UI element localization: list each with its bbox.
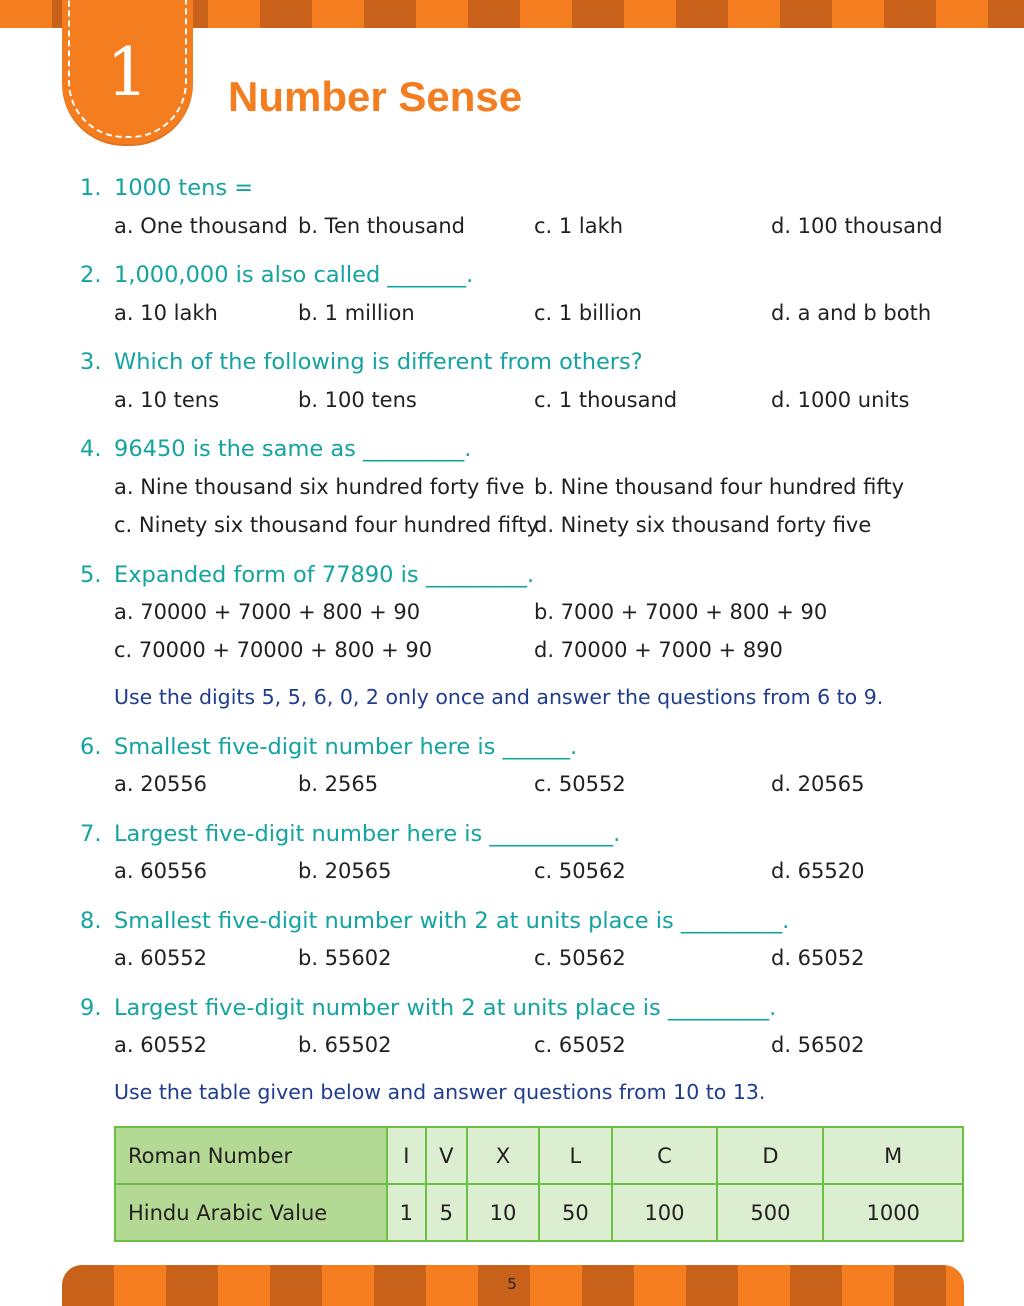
question-text: Largest five-digit number with 2 at units place is _________. bbox=[114, 995, 777, 1021]
question-6 bbox=[80, 736, 577, 759]
table-cell: 1000 bbox=[823, 1184, 963, 1241]
option-b: b. Nine thousand four hundred fifty bbox=[534, 475, 905, 499]
option-b: b. 100 tens bbox=[298, 388, 417, 412]
question-text: Which of the following is different from others? bbox=[114, 349, 643, 375]
option-c: c. Ninety six thousand four hundred fifty bbox=[114, 513, 539, 537]
option-a: a. One thousand bbox=[114, 214, 288, 238]
option-d: d. 70000 + 7000 + 890 bbox=[534, 638, 783, 662]
row-header: Roman Number bbox=[115, 1127, 387, 1184]
question-1 bbox=[80, 177, 253, 200]
question-number: 6. bbox=[80, 734, 102, 760]
option-c: c. 50562 bbox=[534, 859, 626, 883]
table-cell: M bbox=[823, 1127, 963, 1184]
table-row-arabic bbox=[115, 1184, 963, 1241]
question-text: Smallest five-digit number with 2 at units place is _________. bbox=[114, 908, 790, 934]
option-b: b. 1 million bbox=[298, 301, 415, 325]
option-c: c. 1 thousand bbox=[534, 388, 678, 412]
question-text: 96450 is the same as _________. bbox=[114, 436, 472, 462]
option-d: d. 65052 bbox=[771, 946, 865, 970]
instruction-table: Use the table given below and answer questions from 10 to 13. bbox=[114, 1080, 766, 1104]
question-number: 9. bbox=[80, 995, 102, 1021]
question-number: 8. bbox=[80, 908, 102, 934]
option-d: d. Ninety six thousand forty five bbox=[534, 513, 872, 537]
table-cell: C bbox=[612, 1127, 718, 1184]
table-cell: 10 bbox=[467, 1184, 539, 1241]
option-d: d. a and b both bbox=[771, 301, 932, 325]
table-cell: I bbox=[387, 1127, 426, 1184]
option-b: b. 2565 bbox=[298, 772, 379, 796]
question-number: 1. bbox=[80, 175, 102, 201]
table-cell: 500 bbox=[717, 1184, 823, 1241]
chapter-title: Number Sense bbox=[228, 73, 523, 120]
question-number: 7. bbox=[80, 821, 102, 847]
option-a: a. 60552 bbox=[114, 946, 208, 970]
option-b: b. 20565 bbox=[298, 859, 392, 883]
table-cell: 50 bbox=[539, 1184, 611, 1241]
question-text: Largest five-digit number here is ___________. bbox=[114, 821, 621, 847]
question-number: 4. bbox=[80, 436, 102, 462]
table-row-roman bbox=[115, 1127, 963, 1184]
instruction-digits: Use the digits 5, 5, 6, 0, 2 only once and answer the questions from 6 to 9. bbox=[114, 685, 884, 709]
option-c: c. 50552 bbox=[534, 772, 626, 796]
row-header: Hindu Arabic Value bbox=[115, 1184, 387, 1241]
option-d: d. 1000 units bbox=[771, 388, 910, 412]
option-b: b. Ten thousand bbox=[298, 214, 465, 238]
option-a: a. 10 tens bbox=[114, 388, 220, 412]
option-a: a. Nine thousand six hundred forty five bbox=[114, 475, 525, 499]
option-b: b. 65502 bbox=[298, 1033, 392, 1057]
table-cell: 5 bbox=[426, 1184, 467, 1241]
option-a: a. 10 lakh bbox=[114, 301, 218, 325]
option-d: d. 20565 bbox=[771, 772, 865, 796]
option-a: a. 60556 bbox=[114, 859, 208, 883]
option-a: a. 20556 bbox=[114, 772, 208, 796]
question-7 bbox=[80, 823, 620, 846]
page-number: 5 bbox=[507, 1275, 517, 1293]
table-cell: 100 bbox=[612, 1184, 718, 1241]
table-cell: V bbox=[426, 1127, 467, 1184]
question-number: 2. bbox=[80, 262, 102, 288]
table-cell: 1 bbox=[387, 1184, 426, 1241]
question-4 bbox=[80, 438, 471, 461]
option-c: c. 1 lakh bbox=[534, 214, 624, 238]
question-text: Smallest five-digit number here is ______. bbox=[114, 734, 578, 760]
question-text: 1,000,000 is also called _______. bbox=[114, 262, 474, 288]
roman-numeral-table bbox=[114, 1126, 964, 1242]
option-c: c. 70000 + 70000 + 800 + 90 bbox=[114, 638, 433, 662]
option-c: c. 1 billion bbox=[534, 301, 642, 325]
question-2 bbox=[80, 264, 473, 287]
option-a: a. 70000 + 7000 + 800 + 90 bbox=[114, 600, 421, 624]
option-c: c. 50562 bbox=[534, 946, 626, 970]
question-text: 1000 tens = bbox=[114, 175, 254, 201]
question-8 bbox=[80, 910, 789, 933]
option-b: b. 7000 + 7000 + 800 + 90 bbox=[534, 600, 828, 624]
option-d: d. 65520 bbox=[771, 859, 865, 883]
table-cell: X bbox=[467, 1127, 539, 1184]
question-number: 5. bbox=[80, 562, 102, 588]
question-9 bbox=[80, 997, 776, 1020]
table-cell: D bbox=[717, 1127, 823, 1184]
table-cell: L bbox=[539, 1127, 611, 1184]
option-d: d. 100 thousand bbox=[771, 214, 943, 238]
option-d: d. 56502 bbox=[771, 1033, 865, 1057]
option-b: b. 55602 bbox=[298, 946, 392, 970]
option-a: a. 60552 bbox=[114, 1033, 208, 1057]
question-3 bbox=[80, 351, 643, 374]
chapter-number-tab bbox=[62, 0, 193, 146]
chapter-number: 1 bbox=[106, 34, 149, 111]
option-c: c. 65052 bbox=[534, 1033, 626, 1057]
question-5 bbox=[80, 564, 534, 587]
question-number: 3. bbox=[80, 349, 102, 375]
question-text: Expanded form of 77890 is _________. bbox=[114, 562, 535, 588]
